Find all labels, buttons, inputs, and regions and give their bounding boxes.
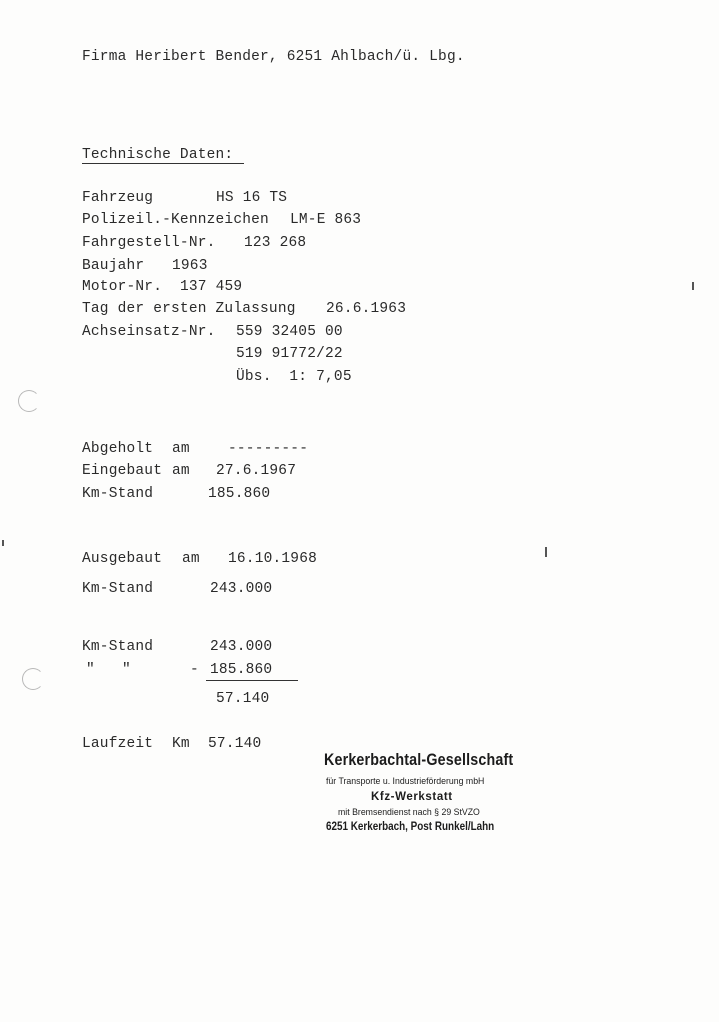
tech-heading: Technische Daten: bbox=[82, 147, 234, 163]
achse-label: Achseinsatz-Nr. bbox=[82, 324, 216, 340]
stamp-line-4: 6251 Kerkerbach, Post Runkel/Lahn bbox=[326, 821, 495, 833]
baujahr-value: 1963 bbox=[172, 258, 208, 274]
stamp-title: Kerkerbachtal-Gesellschaft bbox=[324, 750, 514, 769]
sum-underline bbox=[206, 680, 298, 681]
eingebaut-value: 27.6.1967 bbox=[216, 463, 297, 479]
removal-kmstand-value: 243.000 bbox=[210, 581, 273, 597]
stamp-line-3: mit Bremsendienst nach § 29 StVZO bbox=[338, 807, 480, 818]
ausgebaut-label: Ausgebaut bbox=[82, 551, 163, 567]
motor-label: Motor-Nr. bbox=[82, 279, 163, 295]
removal-kmstand-label: Km-Stand bbox=[82, 581, 154, 597]
fahrzeug-label: Fahrzeug bbox=[82, 190, 154, 206]
ditto-mark-1: " bbox=[86, 662, 95, 678]
achse-value-1: 559 32405 00 bbox=[236, 324, 343, 340]
laufzeit-value: 57.140 bbox=[208, 736, 262, 752]
zulassung-value: 26.6.1963 bbox=[326, 301, 407, 317]
eingebaut-label: Eingebaut bbox=[82, 463, 163, 479]
eingebaut-am: am bbox=[172, 463, 190, 479]
baujahr-label: Baujahr bbox=[82, 258, 145, 274]
calc-kmstand-value: 243.000 bbox=[210, 639, 273, 655]
speck bbox=[545, 547, 547, 557]
speck bbox=[692, 282, 694, 290]
motor-value: 137 459 bbox=[180, 279, 243, 295]
ditto-mark-2: " bbox=[122, 662, 131, 678]
stamp-line-2: Kfz-Werkstatt bbox=[371, 791, 453, 803]
achse-value-2: 519 91772/22 bbox=[236, 346, 343, 362]
speck bbox=[2, 540, 4, 546]
abgeholt-value: --------- bbox=[228, 441, 309, 457]
tech-heading-underline bbox=[82, 163, 244, 164]
uebersetzung: Übs. 1: 7,05 bbox=[236, 369, 352, 385]
minus-sign: - bbox=[190, 662, 199, 678]
punch-hole-top bbox=[18, 390, 40, 412]
abgeholt-label: Abgeholt bbox=[82, 441, 154, 457]
calc-result: 57.140 bbox=[216, 691, 270, 707]
fahrzeug-value: HS 16 TS bbox=[216, 190, 288, 206]
kennzeichen-label: Polizeil.-Kennzeichen bbox=[82, 212, 269, 228]
kennzeichen-value: LM-E 863 bbox=[290, 212, 362, 228]
ausgebaut-am: am bbox=[182, 551, 200, 567]
install-kmstand-label: Km-Stand bbox=[82, 486, 154, 502]
laufzeit-unit: Km bbox=[172, 736, 190, 752]
install-kmstand-value: 185.860 bbox=[208, 486, 271, 502]
laufzeit-label: Laufzeit bbox=[82, 736, 154, 752]
ausgebaut-value: 16.10.1968 bbox=[228, 551, 318, 567]
fahrgestell-value: 123 268 bbox=[244, 235, 307, 251]
fahrgestell-label: Fahrgestell-Nr. bbox=[82, 235, 216, 251]
zulassung-label: Tag der ersten Zulassung bbox=[82, 301, 296, 317]
abgeholt-am: am bbox=[172, 441, 190, 457]
firm-line: Firma Heribert Bender, 6251 Ahlbach/ü. Lbg. bbox=[82, 49, 465, 65]
punch-hole-bottom bbox=[22, 668, 44, 690]
subtract-value: 185.860 bbox=[210, 662, 273, 678]
stamp-line-1: für Transporte u. Industrieförderung mbH bbox=[326, 776, 485, 787]
calc-kmstand-label: Km-Stand bbox=[82, 639, 154, 655]
